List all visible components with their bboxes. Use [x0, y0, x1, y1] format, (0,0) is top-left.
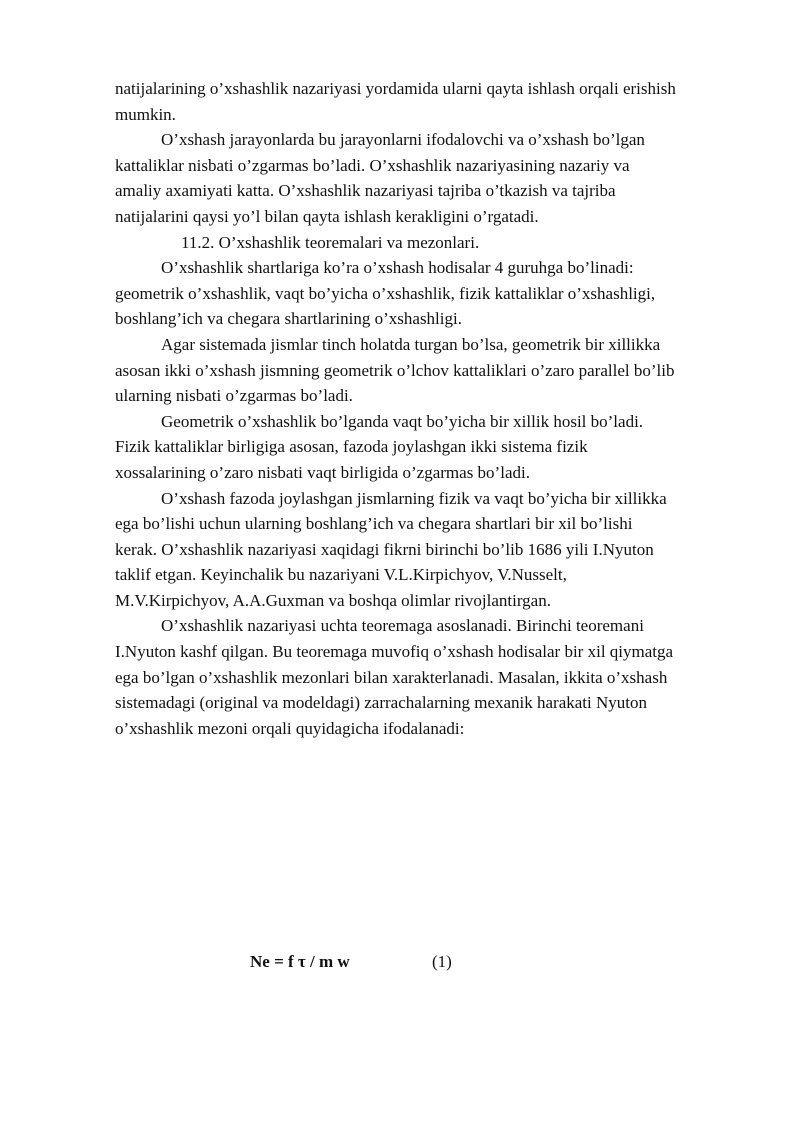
text-line: amaliy axamiyati katta. O’xshashlik nazariyasi tajriba o’tkazish va tajriba	[115, 181, 616, 201]
formula-expression: Ne = f τ / m w	[250, 952, 350, 971]
text-line: M.V.Kirpichyov, A.A.Guxman va boshqa olimlar rivojlantirgan.	[115, 590, 551, 610]
document-body	[115, 76, 745, 741]
text-line: O’xshash jarayonlarda bu jarayonlarni ifodalovchi va o’xshash bo’lgan	[161, 130, 645, 150]
text-line: Fizik kattaliklar birligiga asosan, fazoda joylashgan ikki sistema fizik	[115, 437, 588, 457]
text-line: I.Nyuton kashf qilgan. Bu teoremaga muvofiq o’xshash hodisalar bir xil qiymatga	[115, 642, 674, 662]
text-line: natijalarining o’xshashlik nazariyasi yordamida ularni qayta ishlash orqali erishish	[115, 79, 676, 98]
section-heading: 11.2. O’xshashlik teoremalari va mezonlari.	[181, 232, 480, 252]
text-line: o’xshashlik mezoni orqali quyidagicha ifodalanadi:	[115, 718, 465, 738]
text-line: Geometrik o’xshashlik bo’lganda vaqt bo’yicha bir xillik hosil bo’ladi.	[161, 411, 644, 431]
formula-number: (1)	[432, 952, 452, 971]
text-line: asosan ikki o’xshash jismning geometrik o’lchov kattaliklari o’zaro parallel bo’lib	[115, 360, 675, 380]
text-line: boshlang’ich va chegara shartlarining o’xshashligi.	[115, 309, 462, 329]
text-line: mumkin.	[115, 104, 176, 124]
text-line: kattaliklar nisbati o’zgarmas bo’ladi. O’xshashlik nazariyasining nazariy va	[115, 155, 630, 175]
text-line: O’xshash fazoda joylashgan jismlarning fizik va vaqt bo’yicha bir xillikka	[161, 488, 667, 508]
formula	[250, 952, 452, 972]
text-line: geometrik o’xshashlik, vaqt bo’yicha o’xshashlik, fizik kattaliklar o’xshashligi,	[115, 283, 656, 303]
text-line: O’xshashlik shartlariga ko’ra o’xshash hodisalar 4 guruhga bo’linadi:	[161, 258, 634, 278]
text-line: sistemadagi (original va modeldagi) zarrachalarning mexanik harakati Nyuton	[115, 693, 647, 713]
text-line: Agar sistemada jismlar tinch holatda turgan bo’lsa, geometrik bir xillikka	[161, 334, 661, 354]
text-line: ega bo’lgan o’xshashlik mezonlari bilan xarakterlanadi. Masalan, ikkita o’xshash	[115, 667, 668, 687]
text-line: natijalarini qaysi yo’l bilan qayta ishlash kerakligini o’rgatadi.	[115, 206, 539, 226]
text-line: xossalarining o’zaro nisbati vaqt birligida o’zgarmas bo’ladi.	[115, 462, 530, 482]
text-line: kerak. O’xshashlik nazariyasi xaqidagi fikrni birinchi bo’lib 1686 yili I.Nyuton	[115, 539, 654, 559]
text-line: taklif etgan. Keyinchalik bu nazariyani V.L.Kirpichyov, V.Nusselt,	[115, 565, 567, 585]
text-line: ega bo’lishi uchun ularning boshlang’ich va chegara shartlari bir xil bo’lishi	[115, 514, 633, 534]
text-line: O’xshashlik nazariyasi uchta teoremaga asoslanadi. Birinchi teoremani	[161, 616, 644, 636]
text-line: ularning nisbati o’zgarmas bo’ladi.	[115, 386, 353, 406]
